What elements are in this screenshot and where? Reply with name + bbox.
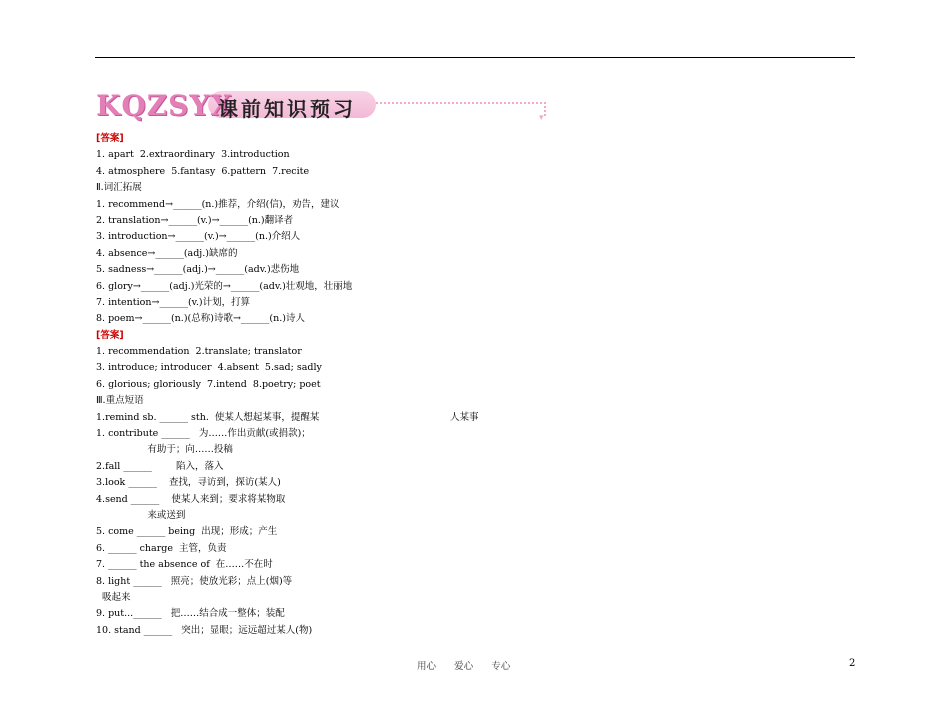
text-line [96,295,796,311]
line-text: 4. atmosphere 5.fantasy 6.pattern 7.recite [96,165,310,177]
text-line [96,279,796,295]
text-line [96,492,796,508]
line-text: 6. ______ charge 主管，负责 [96,542,227,554]
line-text: 3. introduce; introducer 4.absent 5.sad; sadly [96,362,322,374]
text-line [96,360,796,376]
text-line [96,623,796,639]
line-text: Ⅱ.词汇拓展 [96,182,142,194]
text-line [96,311,796,327]
top-rule [95,57,855,58]
banner-dotted-line [376,102,546,104]
text-line [96,197,796,213]
text-line [96,557,796,573]
line-text: [答案] [96,329,124,341]
text-line [96,541,796,557]
text-line [96,328,796,344]
footer-motto: 用心 爱心 专心 [417,661,511,672]
line-text: 5. come ______ being 出现；形成；产生 [96,526,278,538]
text-line [96,410,796,426]
line-text: 2.fall ______ 陷入，落入 [96,460,224,472]
text-line [96,442,796,458]
text-line [96,606,796,622]
text-line [96,344,796,360]
line-text: Ⅲ.重点短语 [96,395,144,407]
line-text: 9. put...______ 把……结合成一整体；装配 [96,608,285,620]
banner-arrow-icon: ▾ [539,113,544,123]
line-text: 来或送到 [96,509,186,521]
banner-title: 课前知识预习 [218,97,356,121]
text-line [96,508,796,524]
line-text: [答案] [96,133,124,144]
text-line [96,393,796,409]
line-text: 4.send ______ 使某人来到；要求将某物取 [96,493,286,505]
text-line [96,147,796,163]
line-text: 3.look ______ 查找，寻访到，探访(某人) [96,477,281,489]
text-line [96,574,796,590]
text-line [96,459,796,475]
text-line [96,164,796,180]
line-text: 5. sadness→______(adj.)→______(adv.)悲伤地 [96,264,300,276]
text-line [96,590,796,606]
line-text: 1. recommend→______(n.)推荐，介绍(信)，劝告，建议 [96,198,340,210]
section-banner [96,85,556,125]
text-line [96,213,796,229]
line-text: 6. glory→______(adj.)光荣的→______(adv.)壮观地，壮丽地 [96,280,353,292]
text-line [96,131,796,147]
line-text: 8. poem→______(n.)(总称)诗歌→______(n.)诗人 [96,313,305,325]
line-text: 3. introduction→______(v.)→______(n.)介绍人 [96,231,301,243]
text-line [96,426,796,442]
line-text: 吸起来 [96,591,131,603]
line-text: 7. ______ the absence of 在……不在时 [96,559,273,571]
line-text: 1. recommendation 2.translate; translator [96,346,302,358]
line-text: 1. apart 2.extraordinary 3.introduction [96,149,290,161]
line-text: 7. intention→______(v.)计划，打算 [96,296,251,308]
line-text: 6. glorious; gloriously 7.intend 8.poetry; poet [96,378,321,390]
text-line [96,524,796,540]
text-line [96,246,796,262]
banner-dotted-tick [544,102,546,116]
line-text: 1.remind sb. ______ sth. 使某人想起某事，提醒某 [96,411,320,423]
line-text: 10. stand ______ 突出；显眼；远远超过某人(物) [96,624,313,636]
banner-logo: KQZSYX [96,89,234,122]
text-line [96,377,796,393]
line-text: 有助于；向……投稿 [96,444,233,456]
text-line [96,262,796,278]
text-line [96,229,796,245]
line-text-extra: 人某事 [450,411,479,423]
page-number: 2 [849,658,856,669]
line-text: 8. light ______ 照亮；使放光彩；点上(烟)等 [96,575,293,587]
line-text: 1. contribute ______ 为……作出贡献(或捐款)； [96,428,311,440]
line-text: 4. absence→______(adj.)缺席的 [96,247,238,259]
text-line [96,180,796,196]
line-text: 2. translation→______(v.)→______(n.)翻译者 [96,214,294,226]
text-line [96,475,796,491]
document-body [96,131,796,639]
